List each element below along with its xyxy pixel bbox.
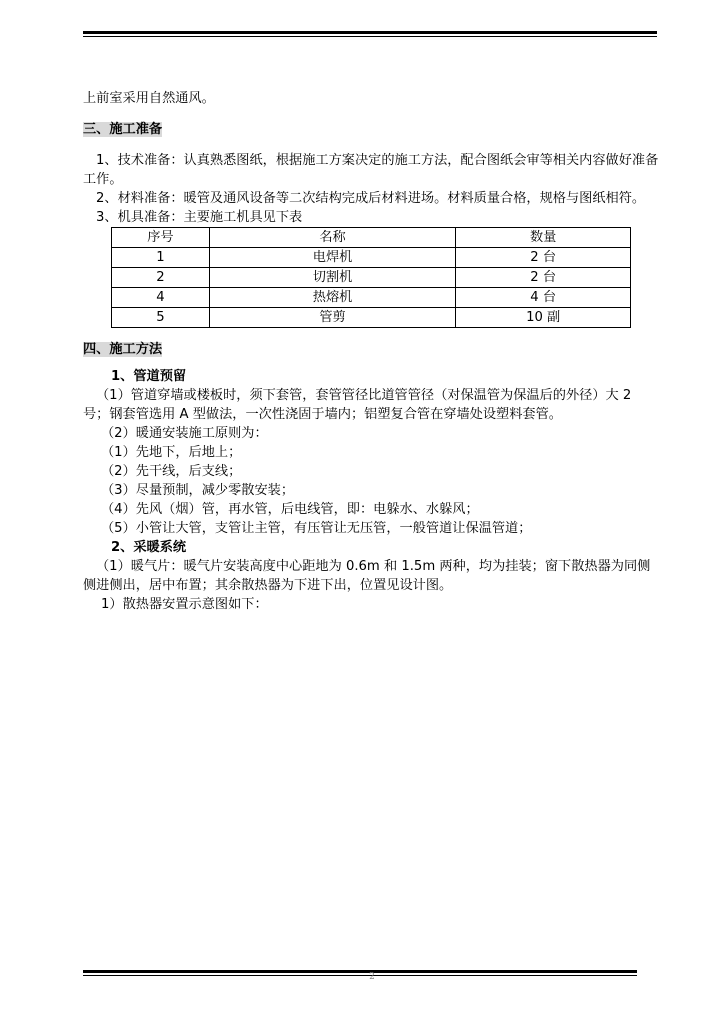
table-header: 数量 xyxy=(456,228,631,248)
document-body xyxy=(83,89,659,614)
tech-prep-paragraph: 1、技术准备：认真熟悉图纸，根据施工方案决定的施工方法，配合图纸会审等相关内容做好准备工作。 xyxy=(83,153,659,187)
tools-intro: 3、机具准备：主要施工机具见下表 xyxy=(96,210,303,225)
table-cell: 管剪 xyxy=(209,308,456,328)
table-header-row xyxy=(112,228,631,248)
table-row xyxy=(112,248,631,268)
list-item: （1）先地下，后地上； xyxy=(101,445,242,460)
table-cell: 2 台 xyxy=(456,268,631,288)
radiator-paragraph: （1）暖气片：暖气片安装高度中心距地为 0.6m 和 1.5m 两种，均为挂装；窗下散热器为同侧侧进侧出，居中布置；其余散热器为下进下出，位置见设计图。 xyxy=(83,559,651,593)
subheading-heating-system: 2、采暖系统 xyxy=(111,540,187,555)
list-item: （3）尽量预制，减少零散安装； xyxy=(101,483,295,498)
intro-line: 上前室采用自然通风。 xyxy=(83,91,215,106)
table-row xyxy=(112,288,631,308)
table-row xyxy=(112,308,631,328)
section-heading-method: 四、施工方法 xyxy=(83,342,163,357)
table-cell: 电焊机 xyxy=(209,248,456,268)
table-cell: 5 xyxy=(112,308,210,328)
table-cell: 4 台 xyxy=(456,288,631,308)
table-header: 名称 xyxy=(209,228,456,248)
principles-intro: （2）暖通安装施工原则为： xyxy=(101,426,268,441)
section-heading-prep: 三、施工准备 xyxy=(83,122,163,137)
pipe-reservation-paragraph: （1）管道穿墙或楼板时，须下套管，套管管径比道管管径（对保温管为保温后的外径）大 2 号；钢套管选用 A 型做法，一次性浇固于墙内；铝塑复合管在穿墙处设塑料套管。 xyxy=(83,388,632,422)
table-cell: 切割机 xyxy=(209,268,456,288)
tools-table xyxy=(111,227,631,328)
table-cell: 10 副 xyxy=(456,308,631,328)
table-header: 序号 xyxy=(112,228,210,248)
table-cell: 2 台 xyxy=(456,248,631,268)
list-item: （5）小管让大管，支管让主管，有压管让无压管，一般管道让保温管道； xyxy=(101,521,532,536)
table-cell: 1 xyxy=(112,248,210,268)
header-rule xyxy=(83,31,657,37)
table-cell: 4 xyxy=(112,288,210,308)
table-row xyxy=(112,268,631,288)
list-item: （4）先风（烟）管，再水管，后电线管，即：电躲水、水躲风； xyxy=(101,502,479,517)
page-number: 2 xyxy=(369,972,375,982)
radiator-diagram-caption: 1）散热器安置示意图如下： xyxy=(101,597,268,612)
subheading-pipe-reservation: 1、管道预留 xyxy=(111,369,187,384)
list-item: （2）先干线，后支线； xyxy=(101,464,242,479)
table-cell: 2 xyxy=(112,268,210,288)
material-prep-paragraph: 2、材料准备：暖管及通风设备等二次结构完成后材料进场。材料质量合格，规格与图纸相符。 xyxy=(96,191,646,206)
table-cell: 热熔机 xyxy=(209,288,456,308)
